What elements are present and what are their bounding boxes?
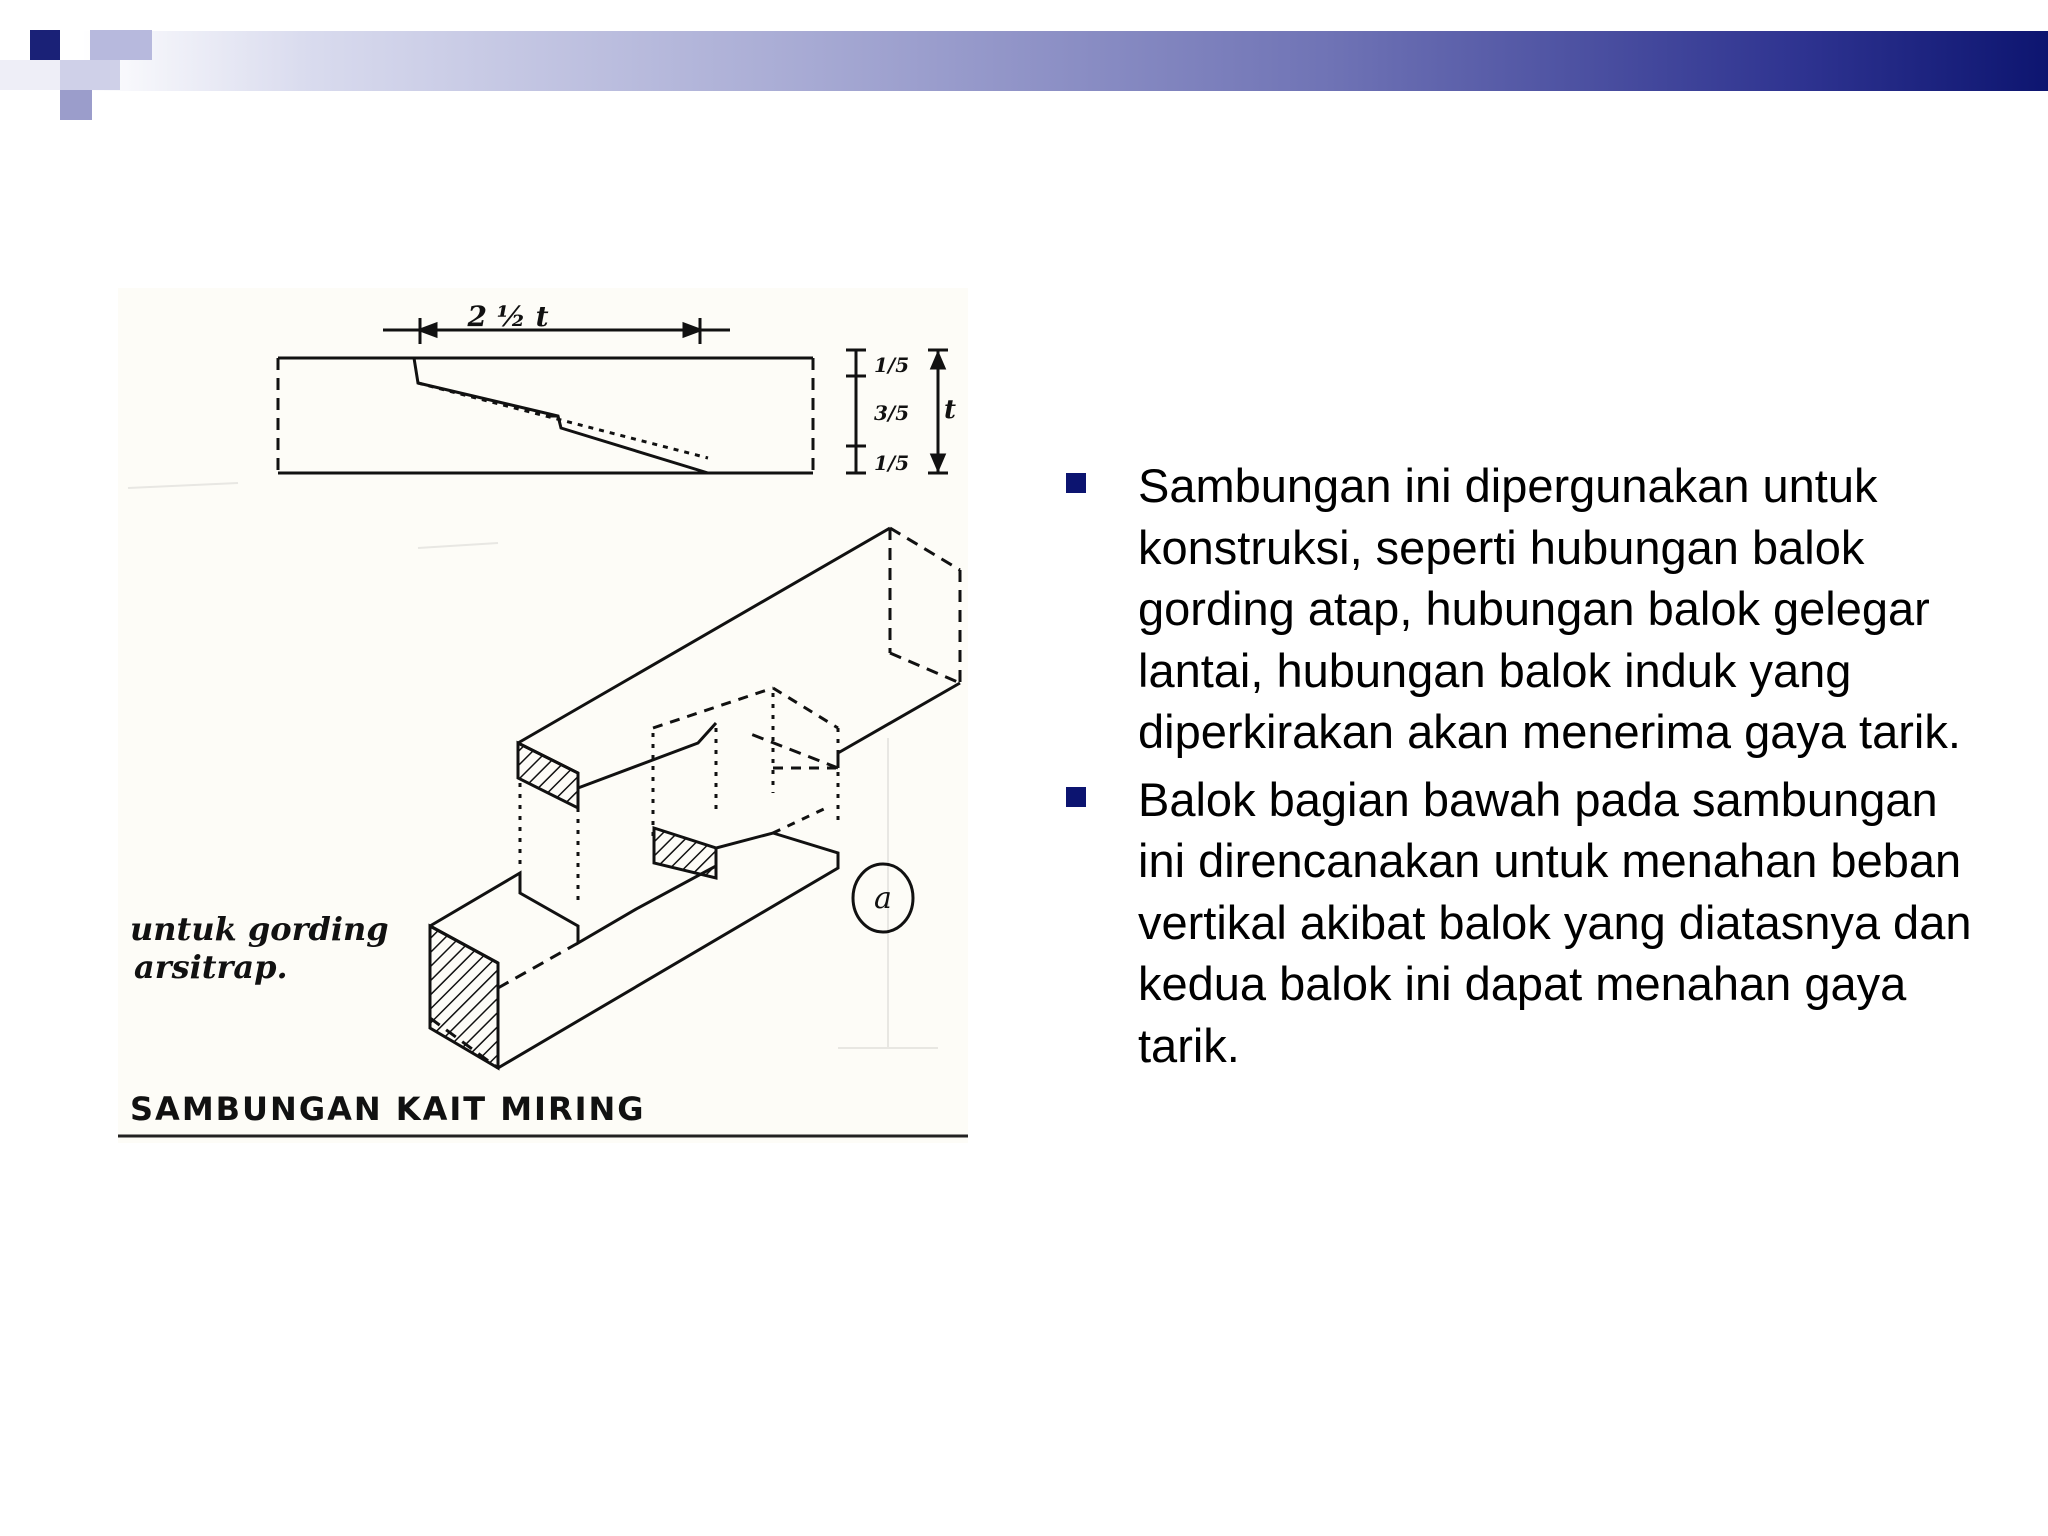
dimension-middle-label: 3/5 bbox=[874, 401, 910, 425]
drawing-caption: SAMBUNGAN KAIT MIRING bbox=[130, 1090, 646, 1128]
dimension-top-label: 1/5 bbox=[874, 353, 910, 377]
joint-drawing bbox=[118, 288, 968, 1143]
dimension-length bbox=[383, 318, 730, 344]
bullet-item bbox=[1060, 769, 1980, 1077]
beam-elevation bbox=[278, 358, 813, 473]
dimension-length-label: 2 ½ t bbox=[467, 300, 549, 333]
square-bullet-icon bbox=[1066, 787, 1086, 807]
lower-beam-step-hatch bbox=[654, 828, 716, 878]
dimension-bottom-label: 1/5 bbox=[874, 451, 910, 475]
upper-beam-isometric bbox=[518, 528, 960, 788]
decor-square bbox=[0, 60, 60, 90]
bullet-item bbox=[1060, 455, 1980, 763]
decor-square bbox=[90, 30, 152, 60]
side-note-line2: arsitrap. bbox=[134, 948, 288, 986]
title-bar-gradient bbox=[0, 31, 2048, 91]
square-bullet-icon bbox=[1066, 473, 1086, 493]
dimension-height-label: t bbox=[944, 395, 957, 425]
decor-square bbox=[30, 30, 60, 60]
circled-mark-letter: a bbox=[874, 881, 892, 916]
bullet-list bbox=[1060, 455, 1980, 1082]
decor-square bbox=[60, 90, 92, 120]
lower-beam-end-hatch bbox=[430, 926, 498, 1068]
side-note-line1: untuk gording bbox=[130, 910, 389, 948]
upper-beam-end-hatch bbox=[518, 743, 578, 808]
bullet-text: Sambungan ini dipergunakan untuk konstruksi, seperti hubungan balok gording atap, hubungan balok gelegar lantai, hubungan balok induk yang diperkirakan akan menerima gaya tarik. bbox=[1138, 459, 1961, 758]
bullet-text: Balok bagian bawah pada sambungan ini direncanakan untuk menahan beban vertikal akibat balok yang diatasnya dan kedua balok ini dapat menahan gaya tarik. bbox=[1138, 772, 1972, 1072]
decor-square bbox=[60, 60, 120, 90]
